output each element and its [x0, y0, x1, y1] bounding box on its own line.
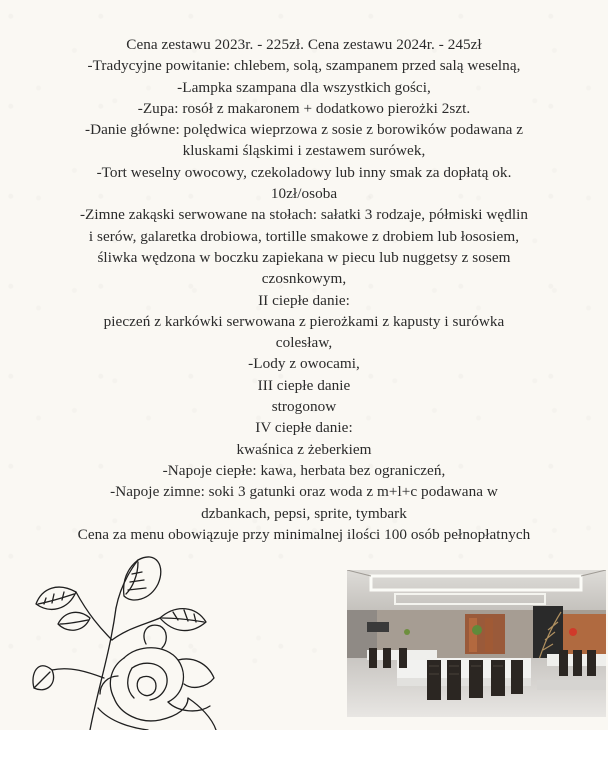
- menu-line-third-hot: strogonow: [271, 398, 337, 416]
- menu-line-main-dish: -Danie główne: polędwica wieprzowa z sosie z borowików podawana z: [84, 121, 524, 139]
- menu-line-soup: -Zupa: rosół z makaronem + dodatkowo pierożki 2szt.: [137, 99, 471, 117]
- menu-line-cold-starters-cont-3: czosnkowym,: [261, 270, 347, 288]
- menu-line-price: Cena zestawu 2023r. - 225zł. Cena zestawu 2024r. - 245zł: [126, 36, 482, 53]
- menu-line-cold-starters-cont-2: śliwka wędzona w boczku zapiekana w piecu lub nuggetsy z sosem: [97, 248, 511, 266]
- menu-line-cake: -Tort weselny owocowy, czekoladowy lub inny smak za dopłatą ok.: [96, 163, 512, 181]
- menu-line-main-dish-cont: kluskami śląskimi i zestawem surówek,: [182, 142, 426, 160]
- menu-line-cold-starters: -Zimne zakąski serwowane na stołach: sałatki 3 rodzaje, półmiski wędlin: [79, 206, 529, 224]
- menu-line-second-hot: pieczeń z karkówki serwowana z pierożkami z kapusty i surówka: [103, 312, 505, 330]
- menu-line-hot-drinks: -Napoje ciepłe: kawa, herbata bez ograniczeń,: [162, 461, 446, 479]
- menu-line-cake-cont: 10zł/osoba: [270, 185, 338, 203]
- menu-line-cold-starters-cont-1: i serów, galaretka drobiowa, tortille smakowe z drobiem lub łososiem,: [88, 227, 520, 245]
- menu-line-second-hot-heading: II ciepłe danie:: [258, 291, 350, 309]
- menu-line-second-hot-cont: colesław,: [275, 334, 333, 352]
- menu-line-welcome: -Tradycyjne powitanie: chlebem, solą, szampanem przed salą weselną,: [87, 57, 521, 75]
- menu-line-fourth-hot-heading: IV ciepłe danie:: [255, 419, 353, 437]
- menu-line-cold-drinks: -Napoje zimne: soki 3 gatunki oraz woda z m+l+c podawana w: [110, 483, 498, 501]
- banquet-hall-photo: [347, 570, 606, 717]
- menu-line-ice-cream: -Lody z owocami,: [248, 355, 360, 373]
- flower-illustration: [28, 548, 218, 730]
- menu-line-champagne: -Lampka szampana dla wszystkich gości,: [177, 78, 431, 96]
- menu-line-cold-drinks-cont: dzbankach, pepsi, sprite, tymbark: [201, 504, 407, 522]
- menu-line-third-hot-heading: III ciepłe danie: [257, 376, 351, 394]
- menu-line-fourth-hot: kwaśnica z żeberkiem: [236, 440, 372, 458]
- menu-text-block: [20, 34, 588, 545]
- menu-line-minimum-guests: Cena za menu obowiązuje przy minimalnej ilości 100 osób pełnopłatnych: [77, 525, 531, 543]
